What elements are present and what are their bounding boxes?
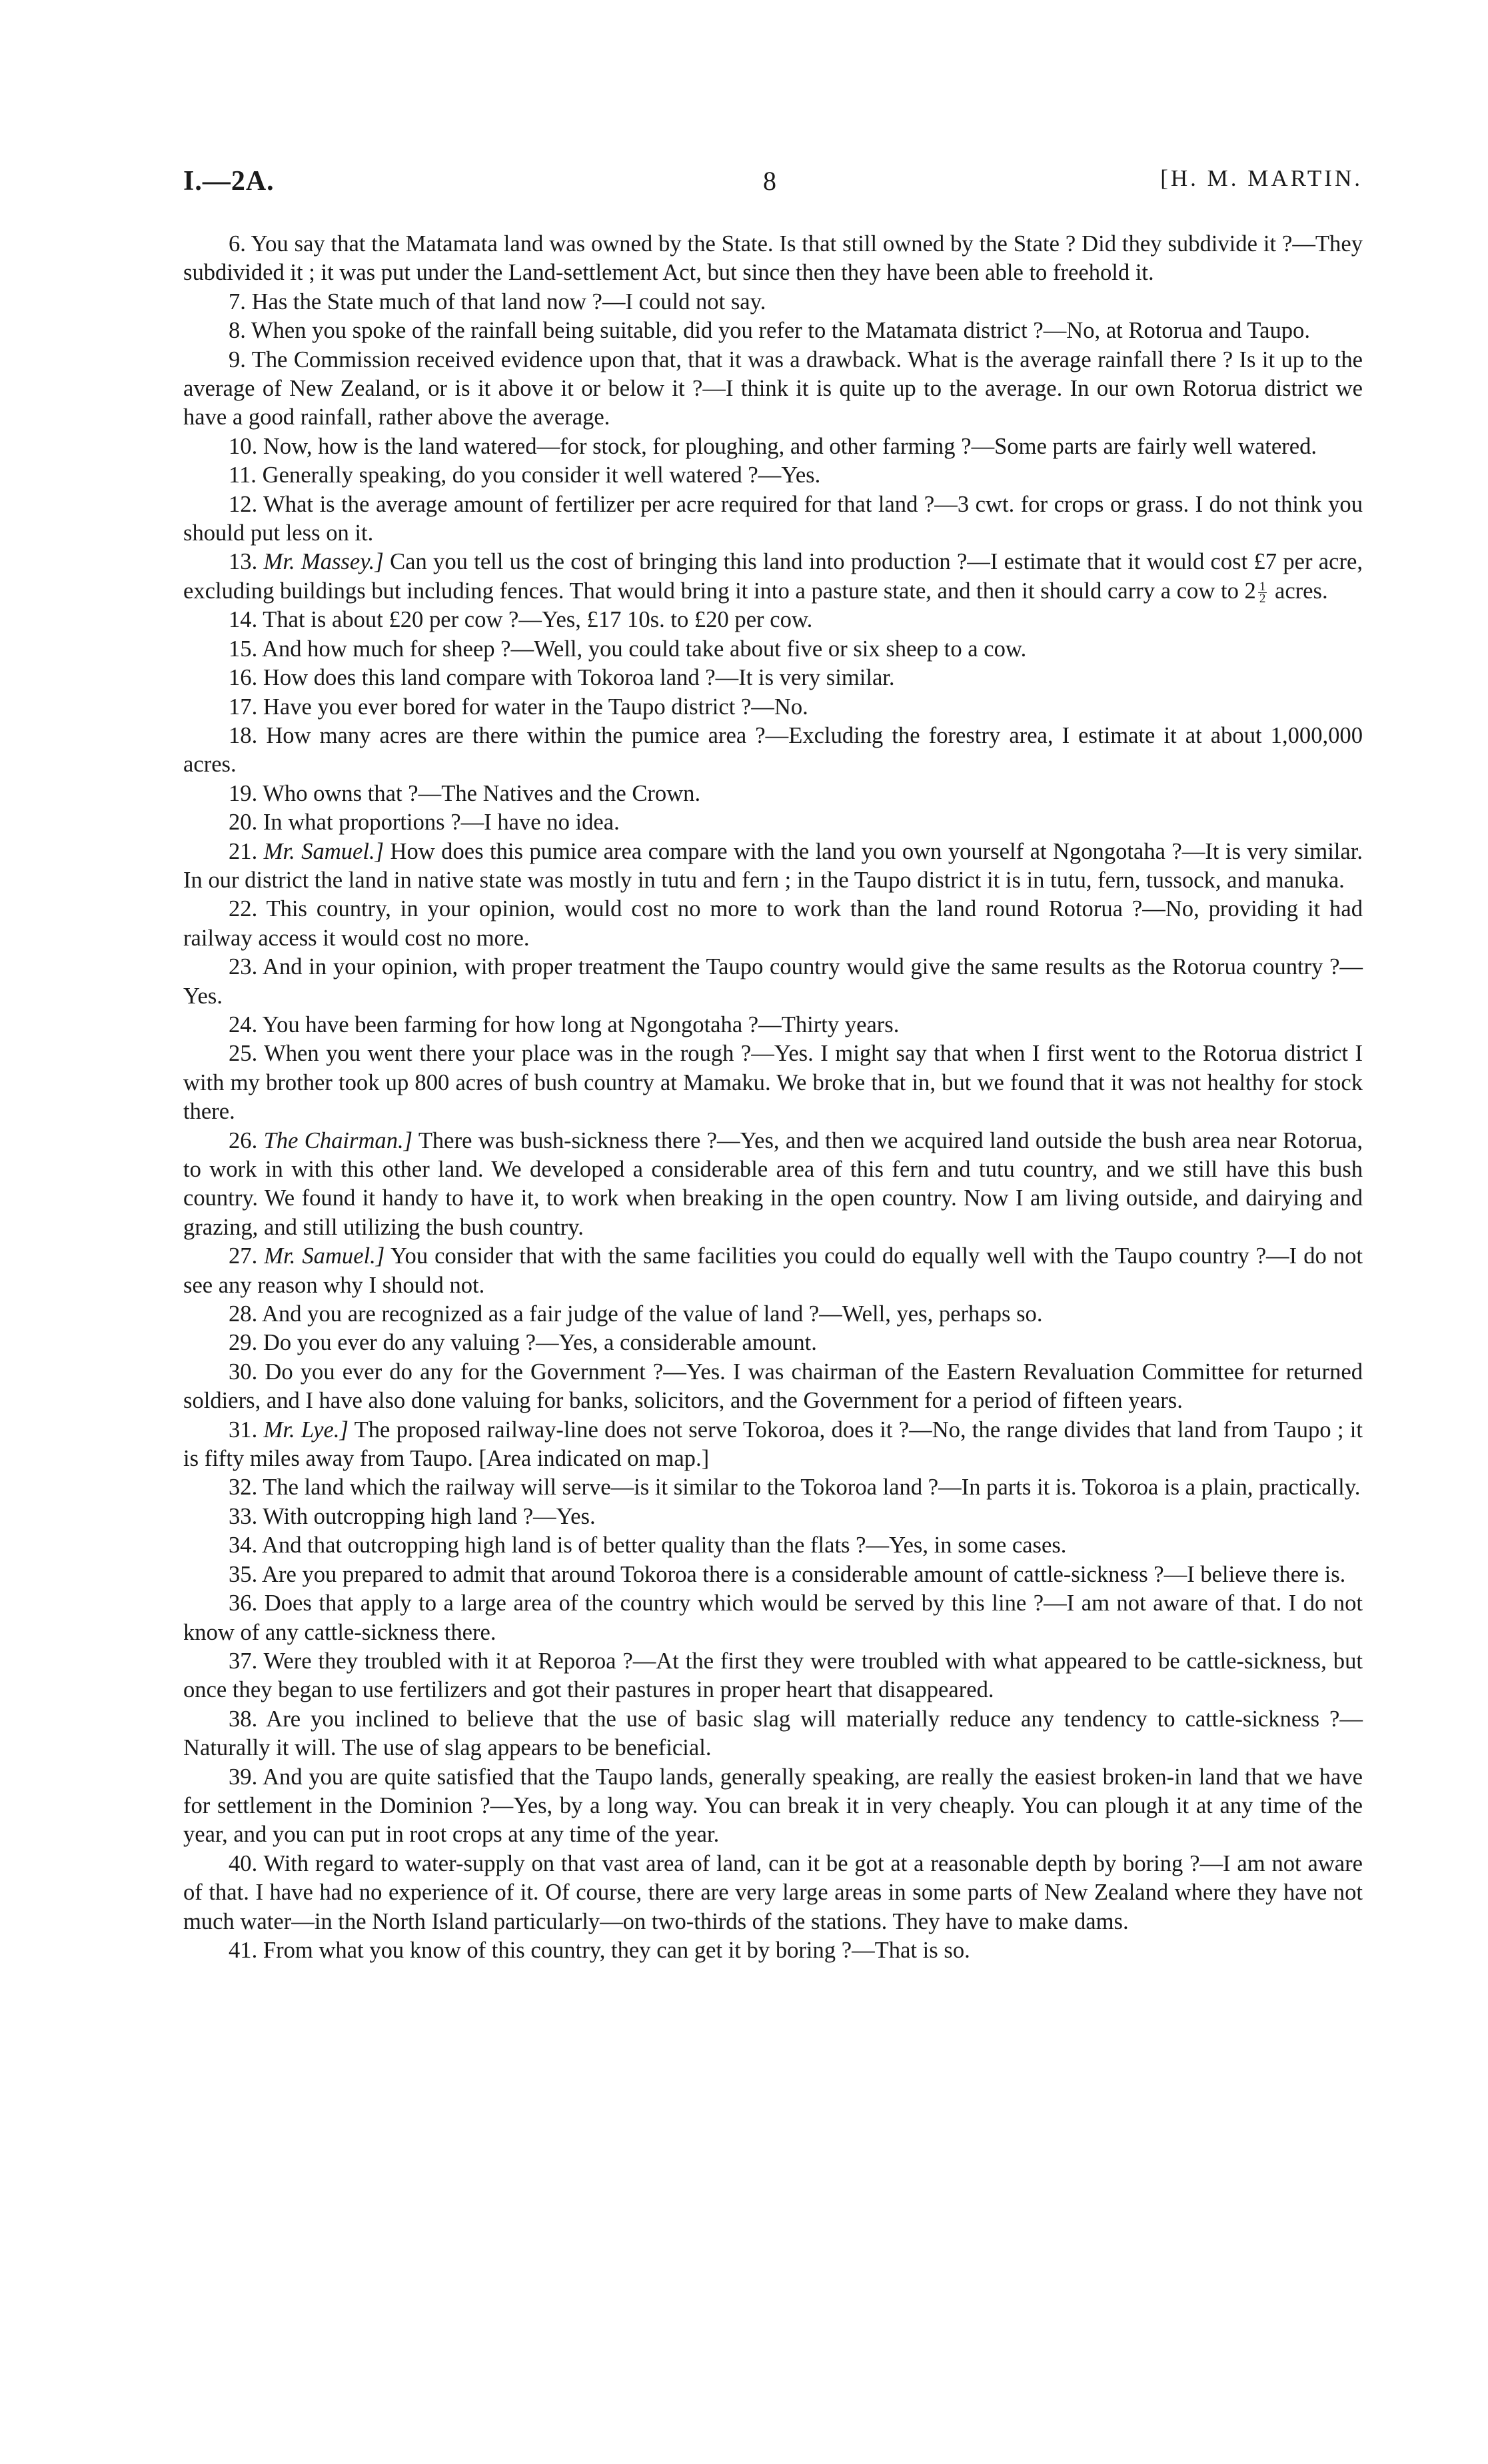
question-40 <box>183 1850 1363 1936</box>
question-8 <box>183 316 1363 345</box>
question-13 <box>183 548 1363 606</box>
question-text: How does this land compare with Tokoroa land ?—It is very similar. <box>263 665 895 691</box>
question-text: How does this pumice area compare with the land you own yourself at Ngongotaha ?—It is very similar. In our district the land in native state was mostly in tutu and fern ; in the Taupo district it is in tutu, fern, tussock, and manuka. <box>183 838 1363 893</box>
question-number: 18. <box>229 722 258 748</box>
question-text: Now, how is the land watered—for stock, for ploughing, and other farming ?—Some parts are fairly well watered. <box>263 433 1317 459</box>
question-text: From what you know of this country, they can get it by boring ?—That is so. <box>263 1937 970 1963</box>
question-text: Do you ever do any for the Government ?—Yes. I was chairman of the Eastern Revaluation Committee for returned soldiers, and I have also done valuing for banks, solicitors, and the Government for a period of fifteen years. <box>183 1359 1363 1414</box>
question-number: 14. <box>229 607 258 633</box>
question-15 <box>183 635 1363 664</box>
document-reference: I.—2A. <box>183 166 275 197</box>
question-number: 17. <box>229 694 258 720</box>
question-number: 12. <box>229 491 258 517</box>
question-text: And you are quite satisfied that the Taupo lands, generally speaking, are really the easiest broken-in land that we have for settlement in the Dominion ?—Yes, by a long way. You can break it in very cheaply. You can plough it at any time of the year, and you can put in root crops at any time of the year. <box>183 1764 1363 1848</box>
question-number: 40. <box>229 1850 258 1876</box>
question-32 <box>183 1473 1363 1502</box>
question-11 <box>183 461 1363 490</box>
question-text: And you are recognized as a fair judge of the value of land ?—Well, yes, perhaps so. <box>261 1301 1043 1327</box>
question-number: 38. <box>229 1706 258 1732</box>
speaker-label: Mr. Lye.] <box>263 1417 349 1443</box>
question-23 <box>183 953 1363 1011</box>
fraction <box>1258 581 1267 604</box>
question-number: 34. <box>229 1533 258 1558</box>
question-text: You consider that with the same facilities you could do equally well with the Taupo country ?—I do not see any reason why I should not. <box>183 1243 1363 1298</box>
question-number: 29. <box>229 1330 258 1356</box>
question-text: When you spoke of the rainfall being suitable, did you refer to the Matamata district ?—No, at Rotorua and Taupo. <box>251 318 1310 344</box>
question-33 <box>183 1503 1363 1531</box>
question-number: 27. <box>229 1243 258 1269</box>
question-text: The Commission received evidence upon that, that it was a drawback. What is the average rainfall there ? Is it up to the average of New Zealand, or is it above it or below it ?—I think it is quite up to the average. In our own Rotorua district we have a good rainfall, rather above the average. <box>183 346 1363 430</box>
question-number: 7. <box>229 289 246 314</box>
question-21 <box>183 838 1363 896</box>
witness-name: [H. M. MARTIN. <box>1160 165 1363 191</box>
question-number: 35. <box>229 1561 258 1587</box>
question-number: 25. <box>229 1041 258 1067</box>
question-text: There was bush-sickness there ?—Yes, and then we acquired land outside the bush area near Rotorua, to work in with this other land. We developed a considerable area of this fern and tutu country, and we still have this bush country. We found it handy to have it, to work when breaking in the open country. Now I am living outside, and dairying and grazing, and still utilizing the bush country. <box>183 1127 1363 1240</box>
question-number: 37. <box>229 1648 258 1674</box>
question-text: How many acres are there within the pumice area ?—Excluding the forestry area, I estimate it at about 1,000,000 acres. <box>183 722 1363 778</box>
question-25 <box>183 1039 1363 1126</box>
question-text: Does that apply to a large area of the country which would be served by this line ?—I am not aware of that. I do not know of any cattle-sickness there. <box>183 1590 1363 1645</box>
question-text: You say that the Matamata land was owned by the State. Is that still owned by the State ? Did they subdivide it ?—They subdivided it ; it was put under the Land-settlement Act, but since then they have been able to freehold it. <box>183 231 1363 286</box>
question-27 <box>183 1242 1363 1300</box>
question-number: 30. <box>229 1359 258 1385</box>
question-text: Generally speaking, do you consider it well watered ?—Yes. <box>262 462 821 488</box>
question-text: With regard to water-supply on that vast area of land, can it be got at a reasonable depth by boring ?—I am not aware of that. I have had no experience of it. Of course, there are very large areas in some parts of New Zealand where they have not much water—in the North Island particularly—on two-thirds of the stations. They have to make dams. <box>183 1850 1363 1934</box>
question-26 <box>183 1127 1363 1243</box>
question-number: 16. <box>229 665 258 691</box>
speaker-label: Mr. Samuel.] <box>264 1243 385 1269</box>
question-22 <box>183 895 1363 953</box>
question-number: 13. <box>229 549 258 575</box>
question-text: Has the State much of that land now ?—I could not say. <box>251 289 766 314</box>
question-16 <box>183 664 1363 692</box>
question-number: 22. <box>229 896 258 922</box>
question-number: 41. <box>229 1937 258 1963</box>
question-29 <box>183 1329 1363 1357</box>
question-10 <box>183 432 1363 461</box>
question-text: Can you tell us the cost of bringing this land into production ?—I estimate that it would cost £7 per acre, excluding buildings but including fences. That would bring it into a pasture state, and then it should carry a cow to <box>183 549 1363 604</box>
speaker-label: Mr. Massey.] <box>263 549 384 575</box>
question-number: 33. <box>229 1503 258 1529</box>
question-text: What is the average amount of fertilizer per acre required for that land ?—3 cwt. for crops or grass. I do not think you should put less on it. <box>183 491 1363 546</box>
question-9 <box>183 346 1363 432</box>
question-text: This country, in your opinion, would cost no more to work than the land round Rotorua ?—No, providing it had railway access it would cost no more. <box>183 896 1363 951</box>
running-head <box>183 165 1363 205</box>
question-text: The land which the railway will serve—is it similar to the Tokoroa land ?—In parts it is. Tokoroa is a plain, practically. <box>263 1475 1361 1501</box>
question-number: 24. <box>229 1011 258 1037</box>
question-17 <box>183 693 1363 722</box>
question-number: 6. <box>229 231 246 257</box>
question-31 <box>183 1416 1363 1474</box>
question-35 <box>183 1560 1363 1589</box>
question-text: That is about £20 per cow ?—Yes, £17 10s. to £20 per cow. <box>263 607 813 633</box>
question-12 <box>183 490 1363 548</box>
question-38 <box>183 1705 1363 1763</box>
question-text: The proposed railway-line does not serve Tokoroa, does it ?—No, the range divides that land from Taupo ; it is fifty miles away from Taupo. [Area indicated on map.] <box>183 1417 1363 1472</box>
page-number: 8 <box>763 166 776 196</box>
fraction-denominator: 2 <box>1259 592 1266 606</box>
question-text: And that outcropping high land is of better quality than the flats ?—Yes, in some cases. <box>261 1533 1067 1558</box>
question-number: 32. <box>229 1475 258 1501</box>
question-number: 20. <box>229 810 258 836</box>
question-39 <box>183 1763 1363 1850</box>
question-number: 26. <box>229 1127 258 1153</box>
question-19 <box>183 780 1363 808</box>
speaker-label: Mr. Samuel.] <box>263 838 384 864</box>
evidence-body <box>183 230 1363 1965</box>
question-number: 21. <box>229 838 258 864</box>
question-text: And in your opinion, with proper treatment the Taupo country would give the same results as the Rotorua country ?—Yes. <box>183 954 1363 1009</box>
question-number: 31. <box>229 1417 258 1443</box>
question-number: 39. <box>229 1764 258 1790</box>
question-number: 8. <box>229 318 246 344</box>
question-7 <box>183 288 1363 316</box>
question-number: 23. <box>229 954 258 980</box>
question-text: When you went there your place was in the rough ?—Yes. I might say that when I first went to the Rotorua district I with my brother took up 800 acres of bush country at Mamaku. We broke that in, but we found that it was not healthy for stock there. <box>183 1041 1363 1125</box>
question-text-after: acres. <box>1274 578 1328 604</box>
question-text: And how much for sheep ?—Well, you could take about five or six sheep to a cow. <box>261 636 1027 662</box>
question-text: Were they troubled with it at Reporoa ?—At the first they were troubled with what appeared to be cattle-sickness, but once they began to use fertilizers and got their pastures in proper heart that disappeared. <box>183 1648 1363 1703</box>
question-number: 15. <box>229 636 258 662</box>
question-14 <box>183 606 1363 634</box>
question-30 <box>183 1358 1363 1416</box>
question-number: 10. <box>229 433 258 459</box>
question-36 <box>183 1589 1363 1647</box>
question-41 <box>183 1936 1363 1965</box>
question-text: Are you prepared to admit that around Tokoroa there is a considerable amount of cattle-sickness ?—I believe there is. <box>261 1561 1346 1587</box>
question-37 <box>183 1647 1363 1705</box>
question-text: Do you ever do any valuing ?—Yes, a considerable amount. <box>263 1330 817 1356</box>
question-text: With outcropping high land ?—Yes. <box>263 1503 596 1529</box>
fraction-numerator: 1 <box>1259 580 1266 594</box>
question-text: In what proportions ?—I have no idea. <box>263 810 620 836</box>
question-text: Have you ever bored for water in the Taupo district ?—No. <box>263 694 808 720</box>
fraction-whole: 2 <box>1244 578 1256 604</box>
question-number: 9. <box>229 346 246 372</box>
question-18 <box>183 722 1363 780</box>
question-20 <box>183 808 1363 837</box>
question-text: Who owns that ?—The Natives and the Crown. <box>263 780 701 806</box>
question-24 <box>183 1011 1363 1039</box>
question-number: 11. <box>229 462 257 488</box>
question-28 <box>183 1300 1363 1329</box>
question-number: 28. <box>229 1301 258 1327</box>
question-number: 19. <box>229 780 258 806</box>
question-6 <box>183 230 1363 288</box>
question-34 <box>183 1531 1363 1560</box>
speaker-label: The Chairman.] <box>263 1127 413 1153</box>
question-number: 36. <box>229 1590 258 1616</box>
question-text: You have been farming for how long at Ngongotaha ?—Thirty years. <box>262 1011 900 1037</box>
question-text: Are you inclined to believe that the use of basic slag will materially reduce any tendency to cattle-sickness ?—Naturally it will. The use of slag appears to be beneficial. <box>183 1706 1363 1761</box>
